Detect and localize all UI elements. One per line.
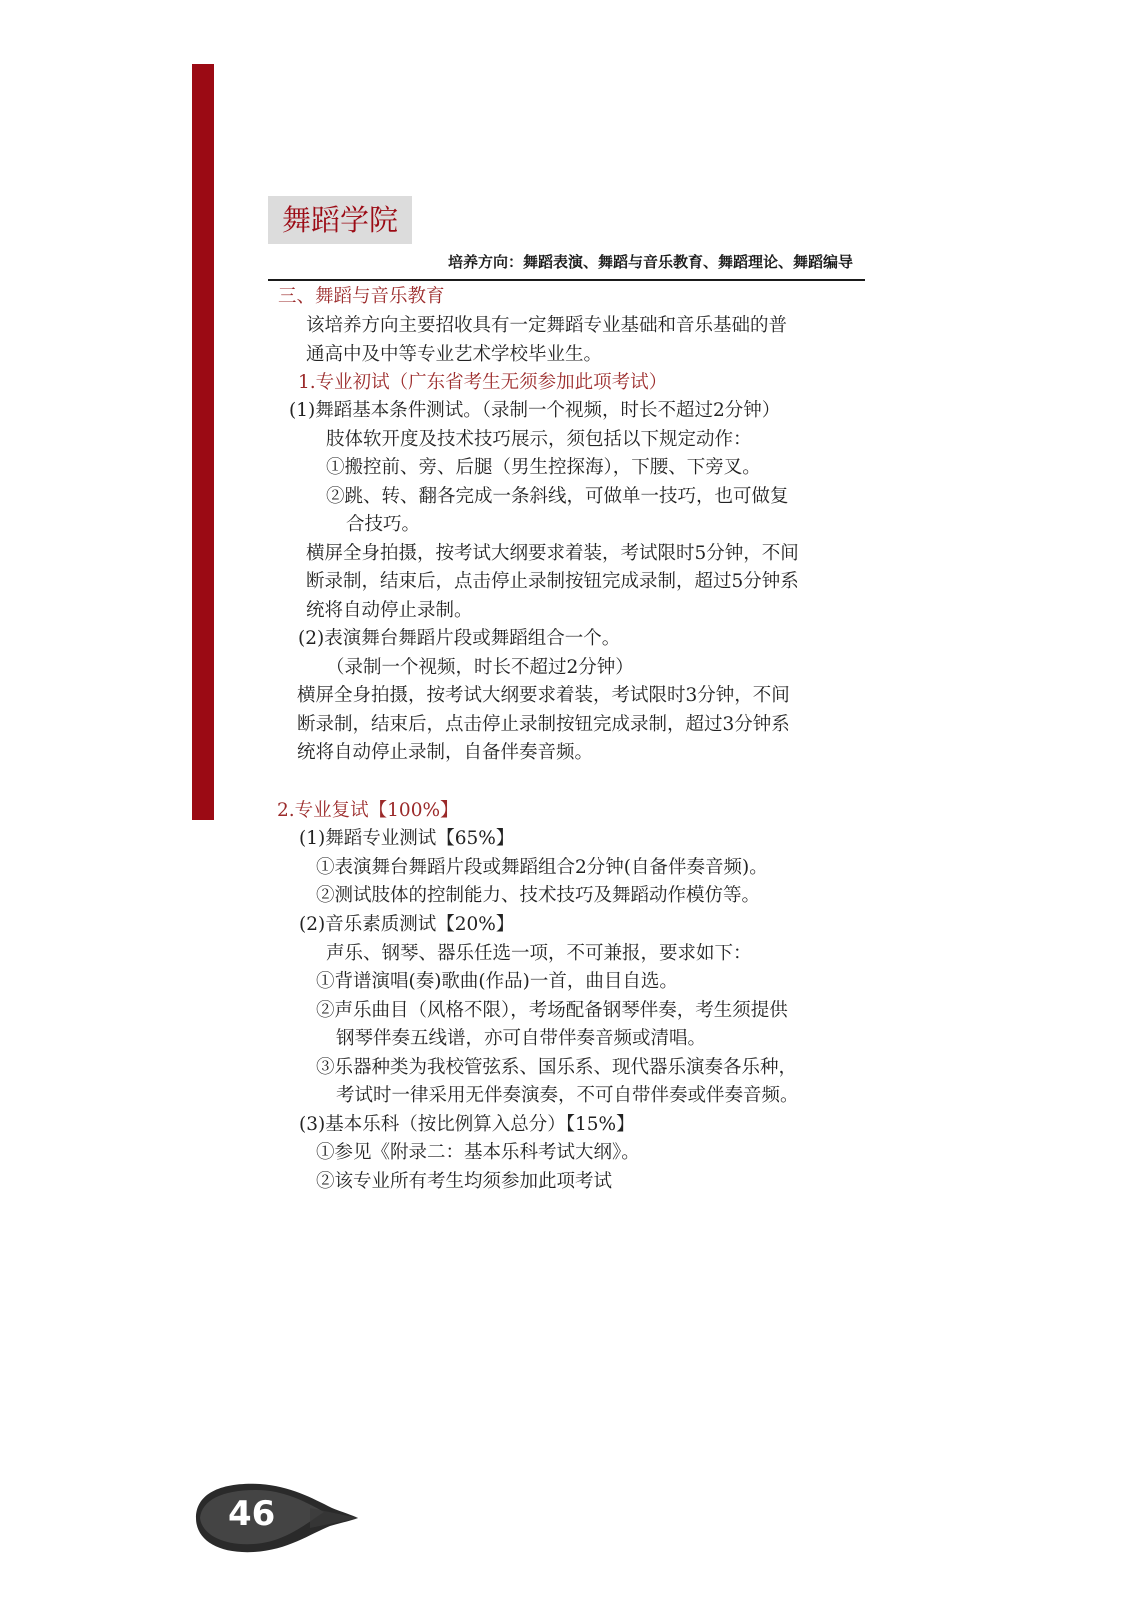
item-heading: (2)音乐素质测试【20%】 [299, 914, 515, 935]
training-directions: 培养方向：舞蹈表演、舞蹈与音乐教育、舞蹈理论、舞蹈编导 [447, 253, 853, 271]
text-line: 通高中及中等专业艺术学校毕业生。 [306, 344, 603, 365]
text-line: 考试时一律采用无伴奏演奏，不可自带伴奏或伴奏音频。 [336, 1085, 799, 1106]
text-line: 合技巧。 [346, 514, 421, 535]
list-item: ①搬控前、旁、后腿（男生控探海），下腰、下旁叉。 [326, 457, 761, 478]
text-line: 横屏全身拍摄，按考试大纲要求着装，考试限时5分钟，不间 [306, 543, 799, 564]
subsection-heading: 2.专业复试【100%】 [277, 800, 459, 821]
list-item: ②该专业所有考生均须参加此项考试 [316, 1171, 613, 1192]
text-line: （录制一个视频，时长不超过2分钟） [326, 657, 634, 678]
text-line: 声乐、钢琴、器乐任选一项，不可兼报，要求如下： [326, 943, 752, 964]
list-item: ②跳、转、翻各完成一条斜线，可做单一技巧，也可做复 [326, 486, 789, 507]
text-line: 断录制，结束后，点击停止录制按钮完成录制，超过3分钟系 [297, 714, 790, 735]
item-heading: (1)舞蹈专业测试【65%】 [299, 828, 515, 849]
list-item: ③乐器种类为我校管弦系、国乐系、现代器乐演奏各乐种， [316, 1057, 798, 1078]
header-divider [268, 279, 865, 281]
item-heading: (1)舞蹈基本条件测试。（录制一个视频，时长不超过2分钟） [289, 400, 781, 421]
list-item: ②测试肢体的控制能力、技术技巧及舞蹈动作模仿等。 [316, 885, 761, 906]
item-heading: (2)表演舞台舞蹈片段或舞蹈组合一个。 [298, 628, 621, 649]
left-accent-bar [192, 64, 214, 820]
college-title-box [268, 196, 412, 244]
text-line: 横屏全身拍摄，按考试大纲要求着装，考试限时3分钟，不间 [297, 685, 790, 706]
page-number-badge [190, 1478, 360, 1558]
subsection-heading: 1.专业初试（广东省考生无须参加此项考试） [298, 372, 668, 393]
list-item: ①参见《附录二：基本乐科考试大纲》。 [316, 1142, 640, 1163]
list-item: ②声乐曲目（风格不限），考场配备钢琴伴奏，考生须提供 [316, 1000, 788, 1021]
text-line: 统将自动停止录制。 [306, 600, 473, 621]
text-line: 肢体软开度及技术技巧展示，须包括以下规定动作： [326, 429, 752, 450]
college-title: 舞蹈学院 [282, 203, 399, 237]
text-line: 该培养方向主要招收具有一定舞蹈专业基础和音乐基础的普 [306, 315, 788, 336]
text-line: 钢琴伴奏五线谱，亦可自带伴奏音频或清唱。 [336, 1028, 707, 1049]
section-heading: 三、舞蹈与音乐教育 [278, 286, 445, 307]
list-item: ①表演舞台舞蹈片段或舞蹈组合2分钟(自备伴奏音频)。 [316, 857, 768, 878]
page-number: 46 [228, 1494, 276, 1534]
text-line: 统将自动停止录制，自备伴奏音频。 [297, 742, 594, 763]
item-heading: (3)基本乐科（按比例算入总分）【15%】 [299, 1114, 635, 1135]
list-item: ①背谱演唱(奏)歌曲(作品)一首，曲目自选。 [316, 971, 678, 992]
text-line: 断录制，结束后，点击停止录制按钮完成录制，超过5分钟系 [306, 571, 799, 592]
